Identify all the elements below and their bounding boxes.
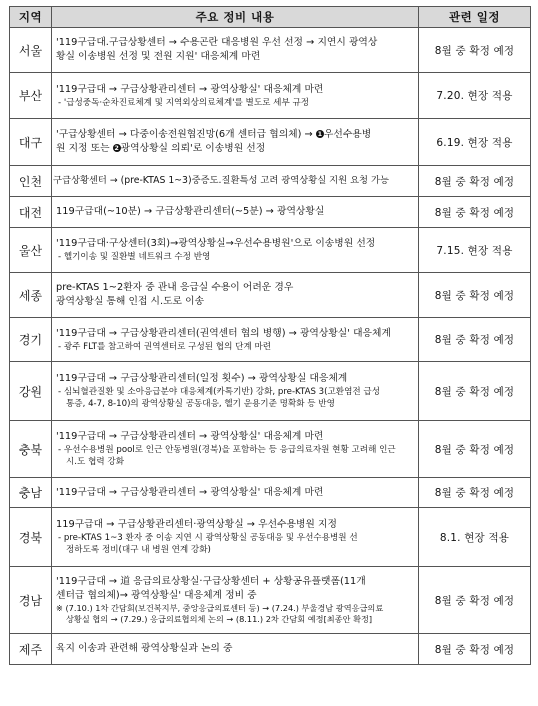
region-cell: 경북 [10, 508, 52, 567]
table-row [10, 273, 531, 318]
region-cell: 부산 [10, 73, 52, 119]
content-sub-item: - 심뇌혈관질환 및 소아응급분야 대응체계(카톡기반) 강화, pre-KTAS 3(고환염전 급성 [58, 387, 381, 397]
table-row [10, 73, 531, 119]
schedule-cell: 8월 중 확정 예정 [419, 478, 531, 508]
header-schedule: 관련 일정 [419, 7, 531, 28]
content-line: 육지 이송과 관련해 광역상황실과 논의 중 [56, 643, 233, 654]
content-line: '119구급대·구상센터(3회)→광역상황실→우선수용병원'으로 이송병원 선정 [56, 238, 376, 249]
content-line: '119구급대 → 구급상황관리센터(일정 횟수) → 광역상황실 대응체계 [56, 373, 348, 384]
content-sub-item: 정하도록 정비(대구 내 병원 연계 강화) [66, 545, 211, 555]
content-line: '119구급대 → 구급상황관리센터 → 광역상황실' 대응체계 마련 [56, 83, 324, 95]
circled-number-icon: 1 [317, 130, 323, 138]
content-line [56, 142, 413, 156]
content-text: 광역상황실 의뢰'로 이송병원 선정 [120, 143, 266, 154]
content-sub-item: 시.도 협력 강화 [66, 457, 125, 467]
content-cell [52, 197, 419, 228]
region-cell: 충북 [10, 421, 52, 478]
region-cell: 대전 [10, 197, 52, 228]
content-cell [52, 28, 419, 73]
schedule-cell: 8월 중 확정 예정 [419, 28, 531, 73]
content-cell [52, 318, 419, 362]
table-row [10, 318, 531, 362]
content-line: 119구급대 → 구급상황관리센터·광역상황실 → 우선수용병원 지정 [56, 519, 337, 530]
content-text: 원 지정 또는 [56, 143, 113, 154]
schedule-cell: 8.1. 현장 적용 [419, 508, 531, 567]
region-cell: 제주 [10, 634, 52, 665]
region-cell: 세종 [10, 273, 52, 318]
content-text: '구급상황센터 → 다중이송전원협진망(6개 센터급 협의체) → [56, 129, 316, 140]
table-row [10, 119, 531, 166]
content-line: '119구급대 → 道 응급의료상황실·구급상황센터 + 상황공유플랫폼(11개 [56, 576, 366, 587]
region-cell: 경기 [10, 318, 52, 362]
circled-number-icon: 2 [114, 144, 119, 152]
schedule-cell: 6.19. 현장 적용 [419, 119, 531, 166]
region-cell: 경남 [10, 567, 52, 634]
table-row [10, 166, 531, 197]
content-sub-item: - '급성중독·순차진료체계 및 지역외상의료체계'를 별도로 세부 규정 [58, 97, 310, 108]
content-line: 황실 이송병원 선정 및 전원 지원' 대응체계 마련 [56, 51, 261, 62]
content-sub-item: - 헬기이송 및 질환별 네트워크 수정 반영 [58, 252, 211, 262]
table-row [10, 362, 531, 421]
content-sub-item: 통증, 4-7, 8-10)의 광역상황실 공동대응, 헬기 운용기준 명확화 등 반영 [66, 399, 335, 409]
content-cell [52, 273, 419, 318]
table-row [10, 228, 531, 273]
content-line: '119구급대 → 구급상황관리센터 → 광역상황실' 대응체계 마련 [56, 486, 324, 498]
content-text: 우선수용병 [323, 129, 372, 140]
region-cell: 강원 [10, 362, 52, 421]
schedule-cell: 8월 중 확정 예정 [419, 166, 531, 197]
content-line: 센터급 협의체)→ 광역상황실' 대응체계 정비 중 [56, 590, 257, 601]
table-header-row [10, 7, 531, 28]
table-row [10, 508, 531, 567]
content-cell [52, 508, 419, 567]
table-row [10, 634, 531, 665]
content-cell [52, 421, 419, 478]
content-cell [52, 119, 419, 166]
schedule-cell: 8월 중 확정 예정 [419, 318, 531, 362]
schedule-cell: 8월 중 확정 예정 [419, 634, 531, 665]
content-line [56, 128, 413, 142]
content-line: 구급상황센터 → (pre-KTAS 1~3)중증도.질환특성 고려 광역상황실 지원 요청 가능 [53, 175, 389, 186]
schedule-cell: 8월 중 확정 예정 [419, 567, 531, 634]
content-cell [52, 478, 419, 508]
content-note: ※ (7.10.) 1차 간담회(보건복지부, 중앙응급의료센터 등) → (7.24.) 부울경남 광역응급의료 [56, 603, 384, 613]
content-sub-item: - 우선수용병원 pool로 인근 안동병원(경북)을 포함하는 등 응급의료자원 현황 고려해 인근 [58, 445, 396, 455]
content-line: '119구급대 → 구급상황관리센터(권역센터 협의 병행) → 광역상황실' 대응체계 [56, 327, 391, 339]
content-line: '119구급대.구급상황센터 → 수용곤란 대응병원 우선 선정 → 지연시 광역상 [56, 37, 378, 48]
table-row [10, 567, 531, 634]
schedule-cell: 8월 중 확정 예정 [419, 362, 531, 421]
header-content: 주요 정비 내용 [52, 7, 419, 28]
content-line: pre-KTAS 1~2환자 중 관내 응급실 수용이 어려운 경우 [56, 282, 294, 293]
table-row [10, 478, 531, 508]
content-line: 119구급대(~10분) → 구급상황관리센터(~5분) → 광역상황실 [56, 206, 325, 217]
schedule-cell: 7.15. 현장 적용 [419, 228, 531, 273]
content-sub-item: - pre-KTAS 1~3 환자 중 이송 지연 시 광역상황실 공동대응 및 우선수용병원 선 [58, 533, 358, 543]
content-line: '119구급대 → 구급상황관리센터 → 광역상황실' 대응체계 마련 [56, 431, 324, 442]
schedule-cell: 8월 중 확정 예정 [419, 197, 531, 228]
content-note: 상황실 협의 → (7.29.) 응급의료협의체 논의 → (8.11.) 2차 간담회 예정[최종안 확정] [66, 614, 373, 624]
content-cell [52, 567, 419, 634]
schedule-cell: 7.20. 현장 적용 [419, 73, 531, 119]
region-cell: 울산 [10, 228, 52, 273]
regional-plan-table [9, 6, 531, 665]
schedule-cell: 8월 중 확정 예정 [419, 421, 531, 478]
content-cell [52, 228, 419, 273]
table-row [10, 28, 531, 73]
region-cell: 대구 [10, 119, 52, 166]
region-cell: 서울 [10, 28, 52, 73]
content-cell [52, 166, 419, 197]
content-line: 광역상황실 통해 인접 시.도로 이송 [56, 296, 205, 307]
content-cell [52, 73, 419, 119]
schedule-cell: 8월 중 확정 예정 [419, 273, 531, 318]
table-row [10, 421, 531, 478]
content-cell [52, 634, 419, 665]
table-row [10, 197, 531, 228]
header-region: 지역 [10, 7, 52, 28]
content-cell [52, 362, 419, 421]
region-cell: 충남 [10, 478, 52, 508]
region-cell: 인천 [10, 166, 52, 197]
content-sub-item: - 광주 FLT를 참고하여 권역센터로 구성된 협의 단계 마련 [58, 341, 272, 352]
